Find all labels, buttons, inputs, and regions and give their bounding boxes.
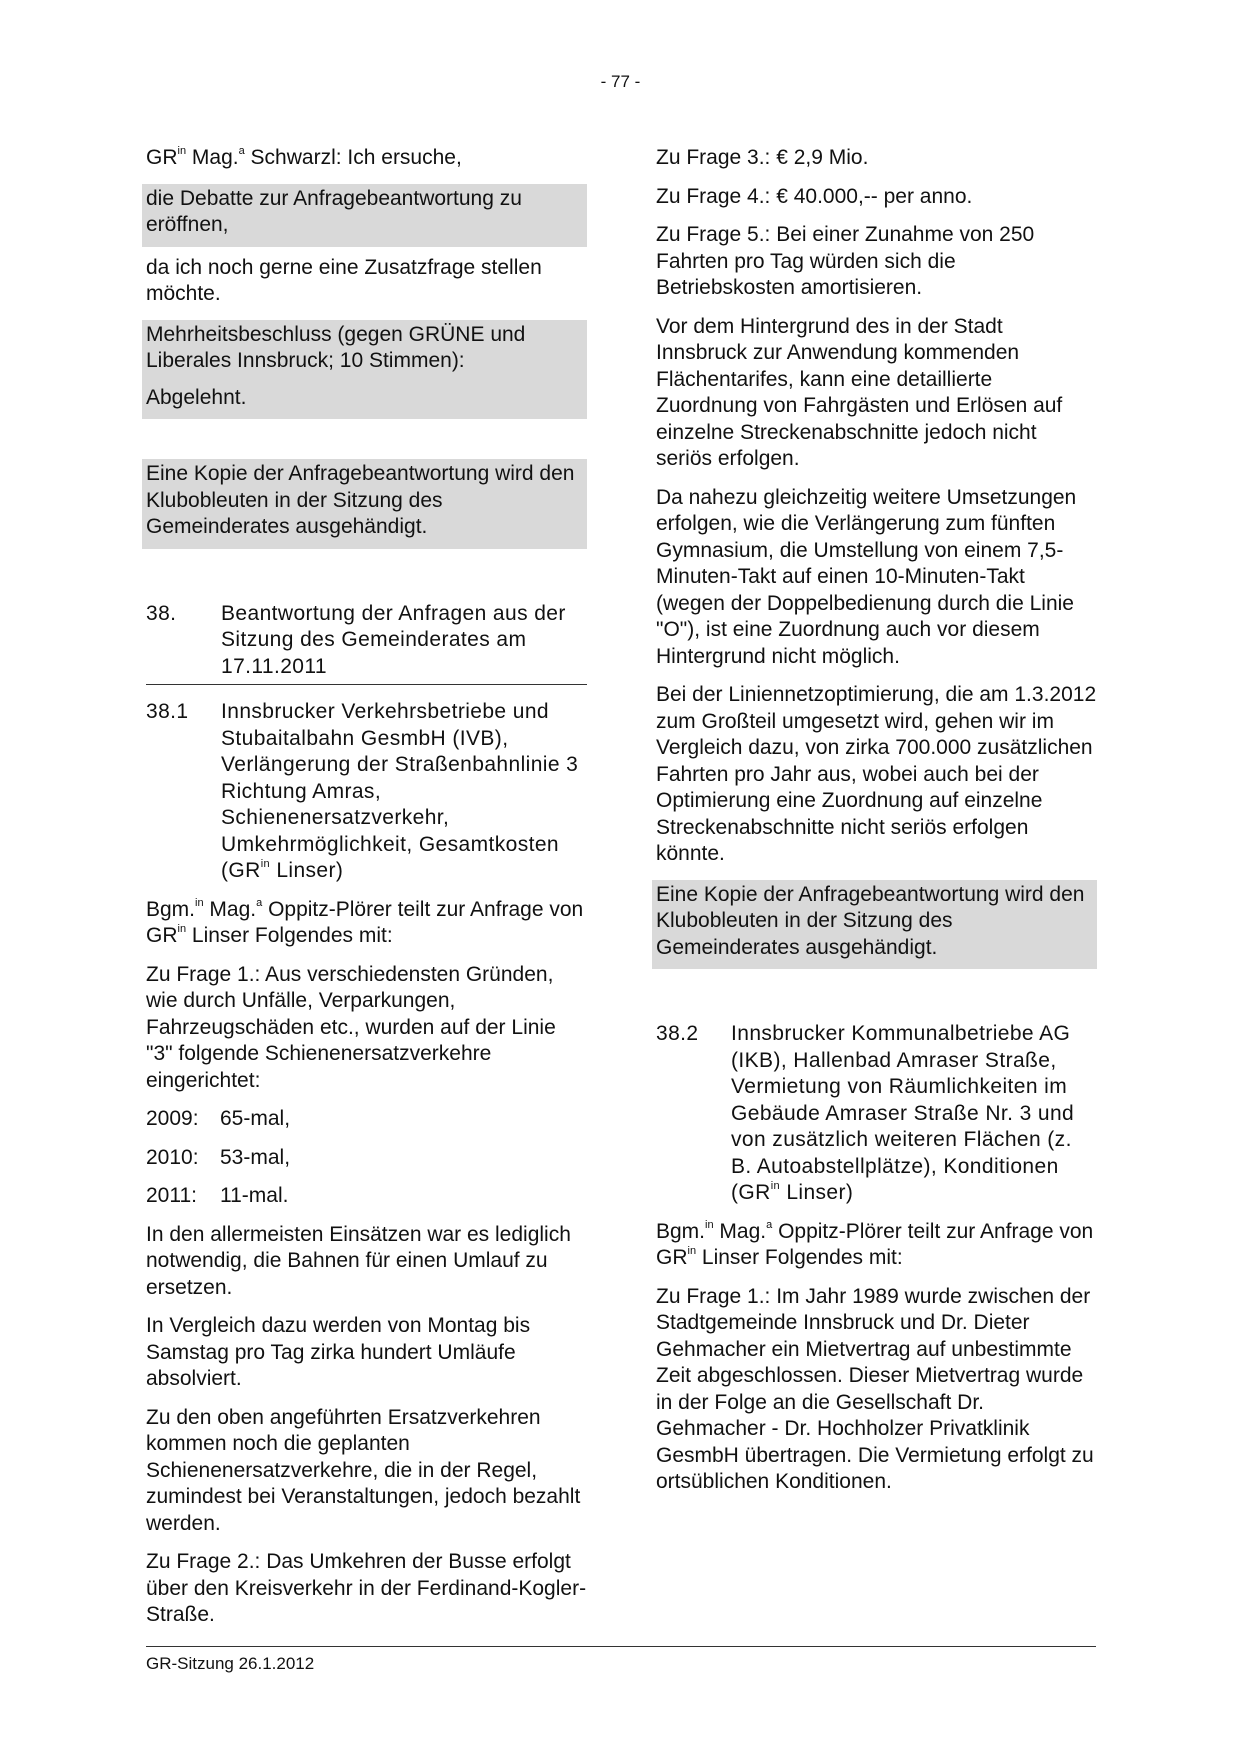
paragraph: Vor dem Hintergrund des in der Stadt Innsbruck zur Anwendung kommenden Flächentarifes, kann eine detaillierte Zuordnung von Fahrgästen und Erlösen auf einzelne Streckenabschnitte jedoch nicht seriös erfolgen. — [656, 314, 1063, 470]
agenda-number: 38.2 — [656, 1022, 699, 1045]
answer-question-5: Zu Frage 5.: Bei einer Zunahme von 250 Fahrten pro Tag würden sich die Betriebskosten amortisieren. — [656, 223, 1035, 299]
answer-question-1: Zu Frage 1.: Im Jahr 1989 wurde zwischen der Stadtgemeinde Innsbruck und Dr. Dieter Gehmacher ein Mietvertrag auf unbestimmte Zeit abgeschlossen. Dieser Mietvertrag wurde in der Folge an die Gesellschaft Dr. Gehmacher - Dr. Hochholzer Privatklinik GesmbH übertragen. Die Vermietung erfolgt zu ortsüblichen Konditionen. — [656, 1284, 1094, 1493]
resolution-text: Mehrheitsbeschluss (gegen GRÜNE und Liberales Innsbruck; 10 Stimmen): — [146, 322, 526, 372]
motion-text: die Debatte zur Anfragebeantwortung zu eröffnen, — [146, 186, 522, 236]
answer-question-4: Zu Frage 4.: € 40.000,-- per anno. — [656, 184, 973, 208]
copy-note-block — [652, 880, 1097, 970]
agenda-title: Beantwortung der Anfragen aus der Sitzung des Gemeinderates am 17.11.2011 — [221, 601, 566, 678]
year-row: 2010: 53-mal, — [146, 1145, 291, 1169]
footer-divider — [146, 1646, 1096, 1647]
mayor-statement: Bgm.$^{in}$ Mag.$^a$ Oppitz-Plörer teilt zur Anfrage von $GR^{in}$ Linser Folgendes mit: — [656, 1218, 1094, 1269]
answer-question-1: Zu Frage 1.: Aus verschiedensten Gründen, wie durch Unfälle, Verparkungen, Fahrzeugschäden etc., wurden auf der Linie "3" folgende Schienenersatzverkehre eingerichtet: — [146, 962, 556, 1092]
mayor-statement: Bgm.$^{in}$ Mag.$^a$ Oppitz-Plörer teilt zur Anfrage von $GR^{in}$ Linser Folgendes mit: — [146, 896, 584, 947]
copy-note: Eine Kopie der Anfragebeantwortung wird den Klubobleuten in der Sitzung des Gemeinderates ausgehändigt. — [146, 462, 575, 538]
paragraph: Bei der Liniennetzoptimierung, die am 1.3.2012 zum Großteil umgesetzt wird, gehen wir im Vergleich dazu, von zirka 700.000 zusätzlichen Fahrten pro Jahr aus, wobei auch bei der Optimierung eine Zuordnung auf einzelne Streckenabschnitte nicht seriös erfolgen könnte. — [656, 683, 1097, 865]
year-row: 2011: 11-mal. — [146, 1184, 289, 1207]
paragraph: Da nahezu gleichzeitig weitere Umsetzungen erfolgen, wie die Verlängerung zum fünften Gymnasium, die Umstellung von einem 7,5-Minuten-Takt auf einen 10-Minuten-Takt (wegen der Doppelbedienung durch die Linie "O"), ist eine Zuordnung auch vor diesem Hintergrund nicht möglich. — [656, 485, 1077, 668]
answer-question-2: Zu Frage 2.: Das Umkehren der Busse erfolgt über den Kreisverkehr in der Ferdinand-Kogler-Straße. — [146, 1550, 587, 1626]
year-row: 2009: 65-mal, — [146, 1107, 291, 1130]
speaker-statement: $GR^{in}$ Mag.$^a$ Schwarzl: Ich ersuche, — [146, 145, 462, 169]
resolution-block — [142, 320, 587, 420]
agenda-item-38 — [146, 601, 587, 686]
paragraph: In Vergleich dazu werden von Montag bis Samstag pro Tag zirka hundert Umläufe absolviert. — [146, 1314, 531, 1390]
paragraph: Zu den oben angeführten Ersatzverkehren kommen noch die geplanten Schienenersatzverkehre, die in der Regel, zumindest bei Veranstaltungen, jedoch bezahlt werden. — [146, 1405, 581, 1535]
motion-block — [142, 184, 587, 247]
answer-question-3: Zu Frage 3.: € 2,9 Mio. — [656, 146, 869, 169]
paragraph: In den allermeisten Einsätzen war es lediglich notwendig, die Bahnen für einen Umlauf zu ersetzen. — [146, 1222, 571, 1299]
page-number: - 77 - — [600, 72, 641, 91]
resolution-result: Abgelehnt. — [146, 385, 247, 409]
agenda-item-38-1 — [146, 699, 587, 885]
right-column — [656, 145, 1097, 1508]
copy-note: Eine Kopie der Anfragebeantwortung wird den Klubobleuten in der Sitzung des Gemeinderates ausgehändigt. — [656, 882, 1085, 959]
left-column — [146, 145, 587, 1641]
agenda-title: Innsbrucker Kommunalbetriebe AG (IKB), Hallenbad Amraser Straße, Vermietung von Räumlichkeiten im Gebäude Amraser Straße Nr. 3 und von zusätzlich weiteren Flächen (z. B. Autoabstellplätze), Konditionen ($GR^{in}$ Linser) — [731, 1022, 1075, 1204]
paragraph: da ich noch gerne eine Zusatzfrage stellen möchte. — [146, 255, 542, 305]
copy-note-block — [142, 459, 587, 549]
agenda-title: Innsbrucker Verkehrsbetriebe und Stubaitalbahn GesmbH (IVB), Verlängerung der Straßenbahnlinie 3 Richtung Amras, Schienenersatzverkehr, Umkehrmöglichkeit, Gesamtkosten ($GR^{in}$ Linser) — [221, 700, 579, 882]
agenda-item-38-2 — [656, 1021, 1097, 1207]
agenda-number: 38. — [146, 601, 177, 625]
footer-text: GR-Sitzung 26.1.2012 — [146, 1654, 315, 1673]
agenda-number: 38.1 — [146, 700, 189, 723]
